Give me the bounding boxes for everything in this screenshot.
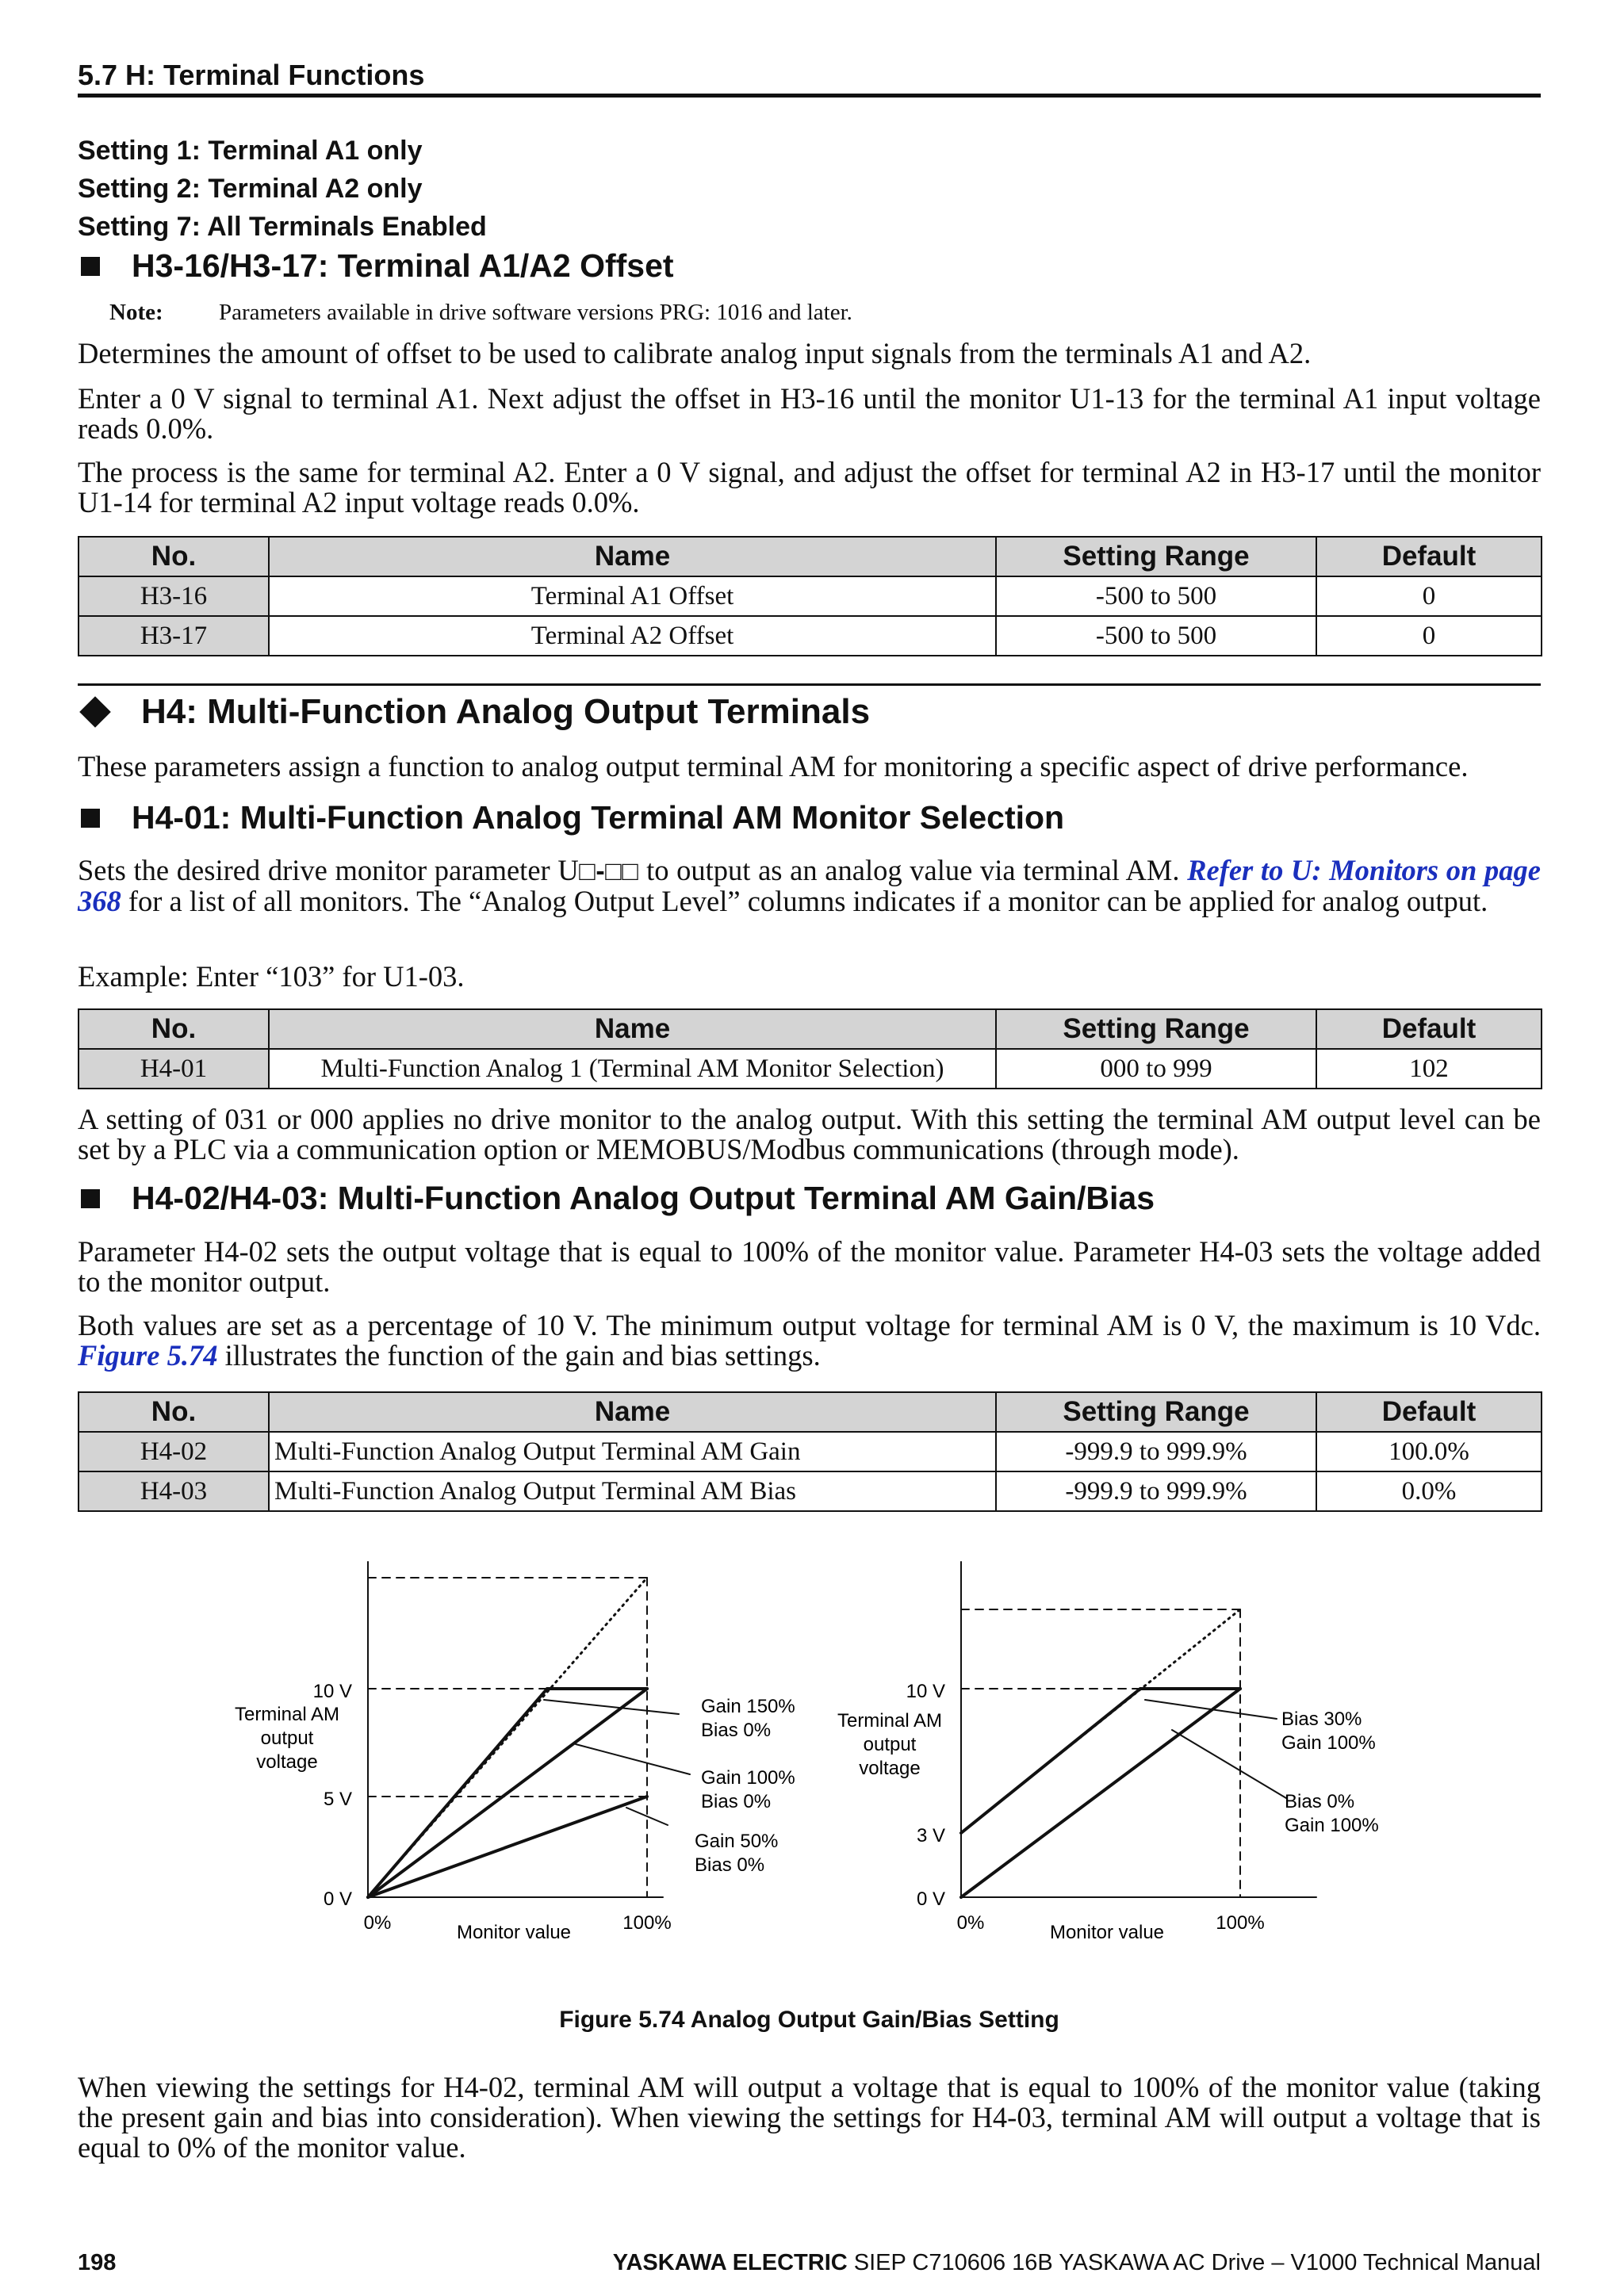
footer-brand: YASKAWA ELECTRIC — [612, 2250, 848, 2275]
h402-heading-text: H4-02/H4-03: Multi-Function Analog Output Terminal AM Gain/Bias — [132, 1180, 1155, 1216]
left-xlabel: Monitor value — [456, 1922, 572, 1943]
setting-line: Setting 2: Terminal A2 only — [78, 174, 423, 204]
table-row — [79, 1432, 1542, 1471]
col-header: Name — [269, 1009, 996, 1049]
annotation: Gain 100% — [701, 1767, 795, 1789]
h4-heading — [78, 692, 1541, 732]
left-ylabel: output — [260, 1728, 314, 1749]
note-label: Note: — [109, 300, 163, 325]
h4-intro: These parameters assign a function to analog output terminal AM for monitoring a specific aspect of drive performance. — [78, 750, 1469, 783]
cell: -500 to 500 — [996, 576, 1316, 616]
right-ytick: 3 V — [916, 1825, 945, 1846]
setting-line: Setting 7: All Terminals Enabled — [78, 212, 487, 242]
text-run: Sets the desired drive monitor parameter U — [78, 854, 579, 886]
col-header: No. — [79, 537, 269, 576]
cell: H4-03 — [79, 1471, 269, 1511]
footer-doc-title — [613, 2250, 1541, 2276]
right-xtick: 0% — [956, 1912, 985, 1934]
leader-line — [1172, 1730, 1286, 1798]
left-ytick: 0 V — [323, 1888, 352, 1910]
cell: Multi-Function Analog Output Terminal AM Gain — [269, 1432, 996, 1471]
h401-example: Example: Enter “103” for U1-03. — [78, 960, 465, 993]
figure-link[interactable]: Figure 5.74 — [78, 1339, 218, 1372]
offset-heading — [78, 247, 1541, 285]
offset-para-3: The process is the same for terminal A2. Enter a 0 V signal, and adjust the offset for terminal A2 in H3-17 until the monitor U1-14 for terminal A2 input voltage reads 0.0%. — [78, 456, 1541, 519]
annotation: Bias 30% — [1281, 1709, 1362, 1730]
left-ylabel: voltage — [256, 1751, 318, 1773]
leader-line — [576, 1744, 690, 1774]
right-ylabel: voltage — [859, 1758, 921, 1779]
h401-table — [78, 1008, 1542, 1089]
gain-bias-figure — [78, 1546, 1541, 1990]
monitor-placeholder-symbol: □-□□ — [578, 856, 639, 886]
text-run: to output as an analog value via terminal AM. — [638, 854, 1188, 886]
left-graph — [235, 1562, 795, 1943]
h402-heading — [78, 1180, 1541, 1217]
left-ytick: 10 V — [312, 1681, 352, 1702]
h401-heading-text: H4-01: Multi-Function Analog Terminal AM Monitor Selection — [132, 799, 1065, 836]
cell: -999.9 to 999.9% — [996, 1432, 1316, 1471]
right-ytick: 10 V — [906, 1681, 945, 1702]
col-header: Name — [269, 1392, 996, 1432]
col-header: Default — [1316, 1392, 1542, 1432]
diamond-bullet-icon — [79, 696, 111, 728]
annotation: Bias 0% — [1285, 1791, 1355, 1812]
right-ylabel: Terminal AM — [837, 1710, 943, 1732]
right-ytick: 0 V — [916, 1888, 945, 1910]
offset-table — [78, 536, 1542, 656]
text-run: Both values are set as a percentage of 10 V. The minimum output voltage for terminal AM is 0 V, the maximum is 10 Vdc. — [78, 1309, 1541, 1341]
table-header-row — [79, 537, 1542, 576]
section-header: 5.7 H: Terminal Functions — [78, 59, 425, 91]
annotation: Gain 100% — [1281, 1732, 1376, 1754]
right-ylabel: output — [863, 1734, 917, 1755]
cell: 0.0% — [1316, 1471, 1542, 1511]
section-rule — [78, 683, 1541, 686]
col-header: Name — [269, 537, 996, 576]
col-header: No. — [79, 1392, 269, 1432]
cell: 100.0% — [1316, 1432, 1542, 1471]
cell: 000 to 999 — [996, 1049, 1316, 1089]
leader-line — [544, 1700, 679, 1714]
annotation: Gain 100% — [1285, 1815, 1379, 1836]
h401-heading — [78, 799, 1541, 836]
annotation: Bias 0% — [701, 1791, 772, 1812]
h401-after: A setting of 031 or 000 applies no drive monitor to the analog output. With this setting the terminal AM output level can be set by a PLC via a communication option or MEMOBUS/Modbus communications (through mode). — [78, 1103, 1541, 1165]
right-xlabel: Monitor value — [1049, 1922, 1165, 1943]
right-graph — [837, 1562, 1379, 1943]
h402-para-1: Parameter H4-02 sets the output voltage that is equal to 100% of the monitor value. Parameter H4-03 sets the voltage added to the monitor output. — [78, 1235, 1541, 1298]
right-xtick: 100% — [1216, 1912, 1265, 1934]
annotation: Bias 0% — [695, 1854, 765, 1876]
cell: H4-01 — [79, 1049, 269, 1089]
page-footer — [78, 2250, 1541, 2276]
page-number: 198 — [78, 2250, 117, 2275]
left-xtick: 100% — [622, 1912, 672, 1934]
setting-line: Setting 1: Terminal A1 only — [78, 136, 423, 166]
right-bias30-line — [961, 1689, 1140, 1833]
annotation: Gain 50% — [695, 1831, 779, 1852]
table-row — [79, 1049, 1542, 1089]
closing-para: When viewing the settings for H4-02, terminal AM will output a voltage that is equal to 100% of the monitor value (taking the present gain and bias into consideration). When viewing the settings for H4-03, terminal AM will output a voltage that is equal to 0% of the monitor value. — [78, 2071, 1541, 2164]
col-header: Default — [1316, 537, 1542, 576]
col-header: Setting Range — [996, 1392, 1316, 1432]
text-run: illustrates the function of the gain and bias settings. — [217, 1339, 821, 1372]
table-row — [79, 616, 1542, 656]
cell: Terminal A2 Offset — [269, 616, 996, 656]
col-header: Setting Range — [996, 1009, 1316, 1049]
annotation: Bias 0% — [701, 1720, 772, 1741]
left-xtick: 0% — [363, 1912, 392, 1934]
col-header: Default — [1316, 1009, 1542, 1049]
h401-para — [78, 855, 1541, 916]
cell: -500 to 500 — [996, 616, 1316, 656]
left-ytick: 5 V — [323, 1789, 352, 1810]
table-row — [79, 1471, 1542, 1511]
h402-table — [78, 1391, 1542, 1512]
cell: Multi-Function Analog 1 (Terminal AM Monitor Selection) — [269, 1049, 996, 1089]
offset-para-2: Enter a 0 V signal to terminal A1. Next adjust the offset in H3-16 until the monitor U1-13 for the terminal A1 input voltage reads 0.0%. — [78, 382, 1541, 445]
cell: H4-02 — [79, 1432, 269, 1471]
monitors-link[interactable]: Refer to U: Monitors on page 368 — [78, 854, 1541, 917]
cell: 102 — [1316, 1049, 1542, 1089]
cell: -999.9 to 999.9% — [996, 1471, 1316, 1511]
note-text: Parameters available in drive software versions PRG: 1016 and later. — [219, 300, 852, 325]
h4-heading-text: H4: Multi-Function Analog Output Terminals — [141, 692, 871, 731]
cell: H3-17 — [79, 616, 269, 656]
text-run: for a list of all monitors. The “Analog Output Level” columns indicates if a monitor can be applied for analog output. — [121, 885, 1488, 917]
table-header-row — [79, 1009, 1542, 1049]
square-bullet-icon — [81, 809, 100, 828]
header-rule — [78, 94, 1541, 98]
footer-doc: SIEP C710606 16B YASKAWA AC Drive – V1000 Technical Manual — [847, 2250, 1541, 2275]
offset-para-1: Determines the amount of offset to be used to calibrate analog input signals from the terminals A1 and A2. — [78, 337, 1312, 369]
col-header: Setting Range — [996, 537, 1316, 576]
left-gain100-line — [368, 1689, 647, 1897]
square-bullet-icon — [81, 257, 100, 276]
note — [78, 300, 1541, 326]
cell: Terminal A1 Offset — [269, 576, 996, 616]
square-bullet-icon — [81, 1189, 100, 1208]
cell: 0 — [1316, 616, 1542, 656]
left-ylabel: Terminal AM — [234, 1704, 340, 1725]
cell: Multi-Function Analog Output Terminal AM Bias — [269, 1471, 996, 1511]
h402-para-2 — [78, 1311, 1541, 1371]
offset-heading-text: H3-16/H3-17: Terminal A1/A2 Offset — [132, 247, 674, 284]
cell: 0 — [1316, 576, 1542, 616]
table-row — [79, 576, 1542, 616]
figure-caption: Figure 5.74 Analog Output Gain/Bias Setting — [559, 2007, 1059, 2033]
table-header-row — [79, 1392, 1542, 1432]
leader-line — [1145, 1700, 1277, 1719]
annotation: Gain 150% — [701, 1696, 795, 1717]
cell: H3-16 — [79, 576, 269, 616]
col-header: No. — [79, 1009, 269, 1049]
